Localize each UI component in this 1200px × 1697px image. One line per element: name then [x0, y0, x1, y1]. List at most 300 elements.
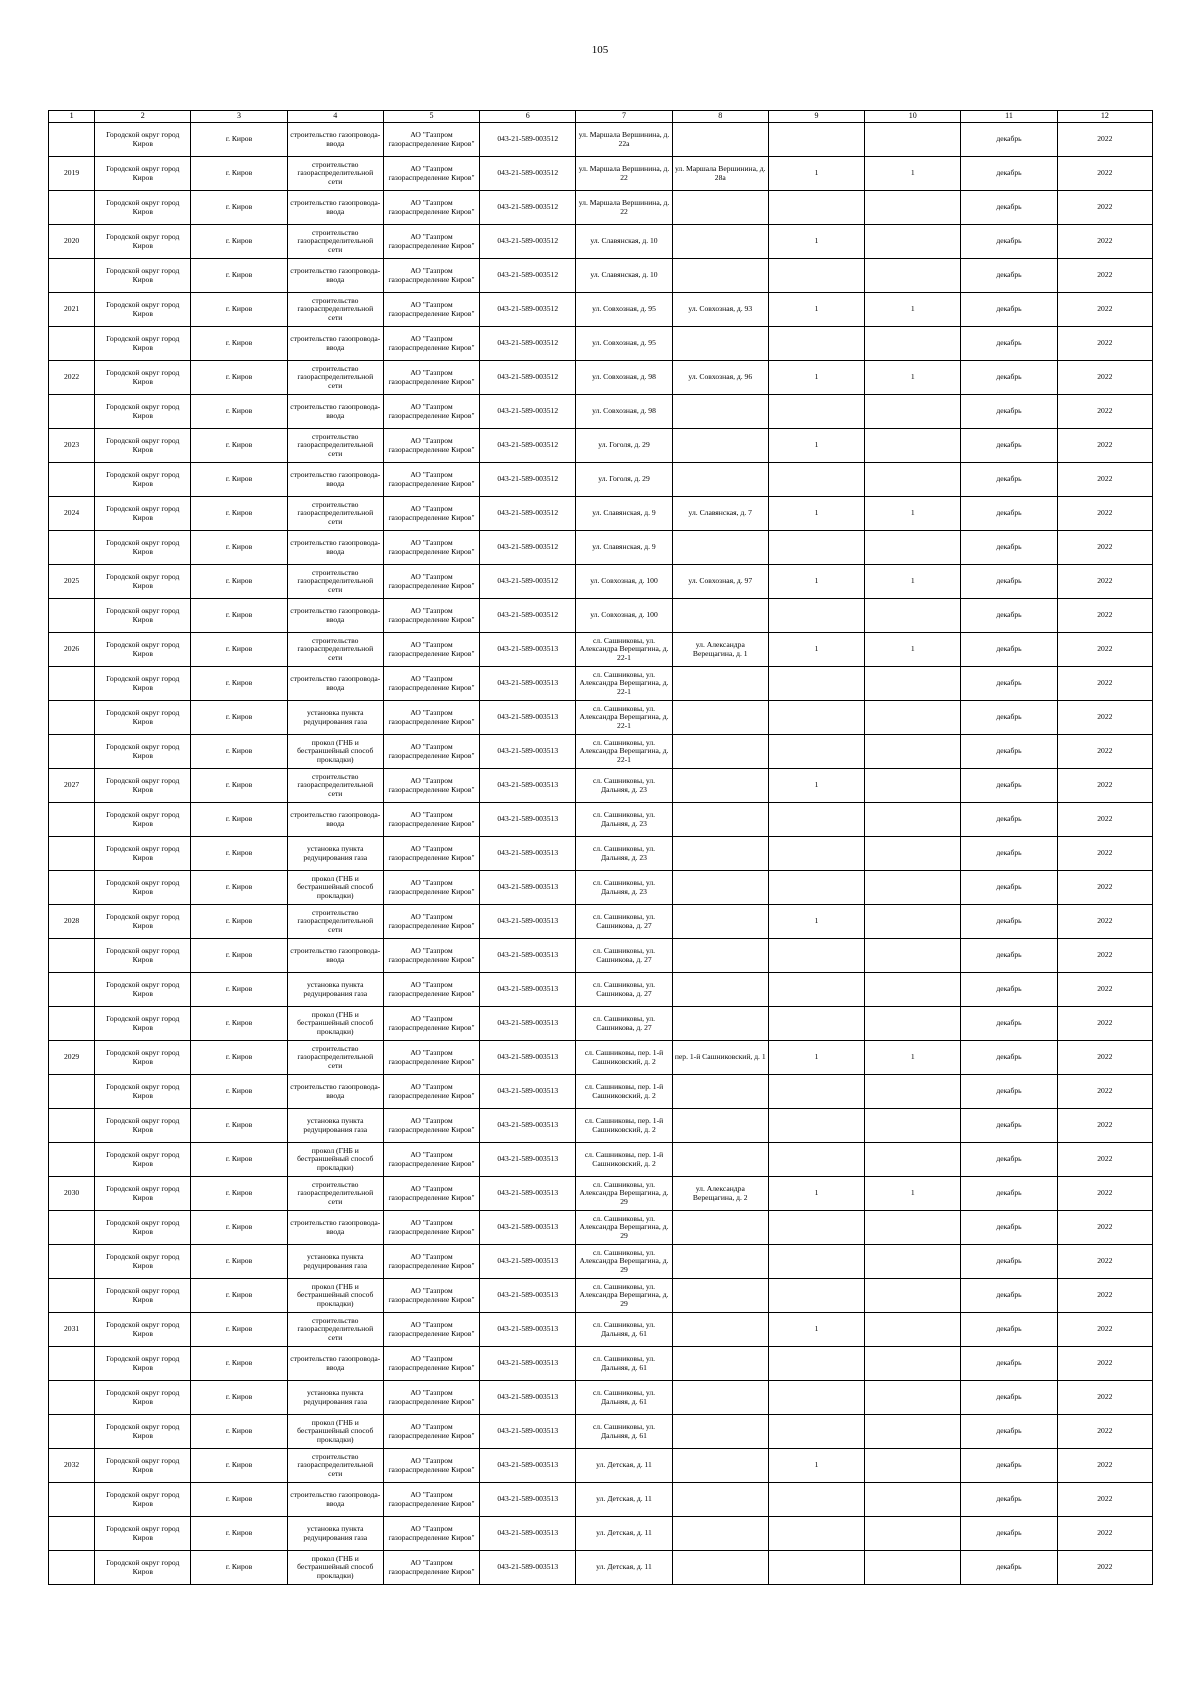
table-cell-col-7: ул. Детская, д. 11 — [576, 1483, 672, 1517]
table-cell-col-1: 2022 — [49, 361, 95, 395]
table-cell-col-7: сл. Сашниковы, ул. Дальняя, д. 61 — [576, 1347, 672, 1381]
table-cell-col-6: 043-21-589-003513 — [480, 667, 576, 701]
table-cell-col-6: 043-21-589-003512 — [480, 497, 576, 531]
table-cell-col-6: 043-21-589-003513 — [480, 871, 576, 905]
table-cell-col-1 — [49, 1381, 95, 1415]
table-cell-col-11: декабрь — [961, 1041, 1057, 1075]
table-cell-col-9 — [768, 531, 864, 565]
table-cell-col-11: декабрь — [961, 633, 1057, 667]
table-cell-col-8 — [672, 1245, 768, 1279]
table-cell-col-9 — [768, 1517, 864, 1551]
table-cell-col-9 — [768, 1483, 864, 1517]
table-cell-col-6: 043-21-589-003513 — [480, 905, 576, 939]
table-cell-col-6: 043-21-589-003513 — [480, 1211, 576, 1245]
table-cell-col-5: АО "Газпром газораспределение Киров" — [383, 327, 479, 361]
table-cell-col-3: г. Киров — [191, 667, 287, 701]
table-cell-col-9: 1 — [768, 361, 864, 395]
table-cell-col-3: г. Киров — [191, 157, 287, 191]
table-cell-col-2: Городской округ город Киров — [95, 1245, 191, 1279]
table-cell-col-6: 043-21-589-003512 — [480, 327, 576, 361]
table-cell-col-6: 043-21-589-003513 — [480, 1041, 576, 1075]
table-cell-col-1: 2030 — [49, 1177, 95, 1211]
table-cell-col-6: 043-21-589-003512 — [480, 599, 576, 633]
table-cell-col-11: декабрь — [961, 1177, 1057, 1211]
table-cell-col-12: 2022 — [1057, 633, 1152, 667]
table-cell-col-6: 043-21-589-003513 — [480, 1007, 576, 1041]
table-cell-col-12: 2022 — [1057, 531, 1152, 565]
table-cell-col-5: АО "Газпром газораспределение Киров" — [383, 633, 479, 667]
table-cell-col-11: декабрь — [961, 123, 1057, 157]
table-cell-col-4: строительство газораспределительной сети — [287, 565, 383, 599]
table-cell-col-8 — [672, 259, 768, 293]
table-cell-col-9: 1 — [768, 1177, 864, 1211]
table-cell-col-3: г. Киров — [191, 123, 287, 157]
table-cell-col-5: АО "Газпром газораспределение Киров" — [383, 701, 479, 735]
table-cell-col-10 — [865, 667, 961, 701]
table-cell-col-8 — [672, 973, 768, 1007]
table-row — [49, 973, 1153, 1007]
table-cell-col-2: Городской округ город Киров — [95, 1313, 191, 1347]
table-cell-col-4: строительство газопровода-ввода — [287, 599, 383, 633]
table-cell-col-2: Городской округ город Киров — [95, 803, 191, 837]
table-cell-col-10 — [865, 973, 961, 1007]
table-row — [49, 1483, 1153, 1517]
table-cell-col-5: АО "Газпром газораспределение Киров" — [383, 1415, 479, 1449]
table-cell-col-6: 043-21-589-003513 — [480, 1551, 576, 1585]
table-cell-col-10 — [865, 1313, 961, 1347]
table-cell-col-12: 2022 — [1057, 735, 1152, 769]
table-cell-col-9 — [768, 1347, 864, 1381]
table-cell-col-5: АО "Газпром газораспределение Киров" — [383, 225, 479, 259]
table-cell-col-4: установка пункта редуцирования газа — [287, 1381, 383, 1415]
table-cell-col-8: ул. Совхозная, д. 96 — [672, 361, 768, 395]
table-cell-col-5: АО "Газпром газораспределение Киров" — [383, 905, 479, 939]
table-row — [49, 1075, 1153, 1109]
table-cell-col-2: Городской округ город Киров — [95, 1551, 191, 1585]
table-cell-col-3: г. Киров — [191, 361, 287, 395]
table-cell-col-6: 043-21-589-003512 — [480, 293, 576, 327]
table-row — [49, 1177, 1153, 1211]
table-cell-col-5: АО "Газпром газораспределение Киров" — [383, 769, 479, 803]
table-cell-col-1: 2026 — [49, 633, 95, 667]
table-cell-col-9 — [768, 463, 864, 497]
table-cell-col-11: декабрь — [961, 1483, 1057, 1517]
table-cell-col-8 — [672, 769, 768, 803]
table-cell-col-8: ул. Славянская, д. 7 — [672, 497, 768, 531]
table-cell-col-8 — [672, 1551, 768, 1585]
table-cell-col-2: Городской округ город Киров — [95, 1517, 191, 1551]
table-cell-col-11: декабрь — [961, 905, 1057, 939]
table-cell-col-9: 1 — [768, 225, 864, 259]
table-cell-col-11: декабрь — [961, 769, 1057, 803]
table-cell-col-10: 1 — [865, 293, 961, 327]
table-cell-col-3: г. Киров — [191, 1279, 287, 1313]
table-cell-col-5: АО "Газпром газораспределение Киров" — [383, 1313, 479, 1347]
table-cell-col-11: декабрь — [961, 803, 1057, 837]
table-cell-col-2: Городской округ город Киров — [95, 1347, 191, 1381]
table-cell-col-10 — [865, 599, 961, 633]
table-cell-col-10: 1 — [865, 157, 961, 191]
table-row — [49, 769, 1153, 803]
table-cell-col-7: сл. Сашниковы, ул. Александра Верещагина, д. 22-1 — [576, 667, 672, 701]
table-cell-col-4: установка пункта редуцирования газа — [287, 1245, 383, 1279]
table-cell-col-5: АО "Газпром газораспределение Киров" — [383, 259, 479, 293]
table-cell-col-1: 2021 — [49, 293, 95, 327]
table-cell-col-12: 2022 — [1057, 1483, 1152, 1517]
table-cell-col-9 — [768, 735, 864, 769]
table-cell-col-7: ул. Совхозная, д. 100 — [576, 565, 672, 599]
table-cell-col-4: установка пункта редуцирования газа — [287, 1109, 383, 1143]
table-cell-col-5: АО "Газпром газораспределение Киров" — [383, 1381, 479, 1415]
table-cell-col-1 — [49, 701, 95, 735]
table-cell-col-6: 043-21-589-003512 — [480, 123, 576, 157]
table-cell-col-8 — [672, 1007, 768, 1041]
table-cell-col-1: 2031 — [49, 1313, 95, 1347]
table-cell-col-4: строительство газораспределительной сети — [287, 225, 383, 259]
table-cell-col-5: АО "Газпром газораспределение Киров" — [383, 803, 479, 837]
table-cell-col-5: АО "Газпром газораспределение Киров" — [383, 1245, 479, 1279]
table-cell-col-10 — [865, 225, 961, 259]
table-cell-col-2: Городской округ город Киров — [95, 259, 191, 293]
table-cell-col-5: АО "Газпром газораспределение Киров" — [383, 973, 479, 1007]
table-cell-col-2: Городской округ город Киров — [95, 395, 191, 429]
table-cell-col-5: АО "Газпром газораспределение Киров" — [383, 361, 479, 395]
table-cell-col-2: Городской округ город Киров — [95, 327, 191, 361]
table-cell-col-2: Городской округ город Киров — [95, 225, 191, 259]
table-row — [49, 633, 1153, 667]
table-row — [49, 667, 1153, 701]
table-cell-col-2: Городской округ город Киров — [95, 565, 191, 599]
table-cell-col-2: Городской округ город Киров — [95, 1109, 191, 1143]
table-cell-col-11: декабрь — [961, 1143, 1057, 1177]
table-cell-col-3: г. Киров — [191, 769, 287, 803]
table-cell-col-6: 043-21-589-003513 — [480, 633, 576, 667]
table-cell-col-7: ул. Совхозная, д. 98 — [576, 395, 672, 429]
table-cell-col-3: г. Киров — [191, 1483, 287, 1517]
table-cell-col-11: декабрь — [961, 565, 1057, 599]
table-cell-col-8: пер. 1-й Сашниковский, д. 1 — [672, 1041, 768, 1075]
table-row — [49, 157, 1153, 191]
table-row — [49, 1143, 1153, 1177]
table-cell-col-6: 043-21-589-003512 — [480, 531, 576, 565]
table-cell-col-3: г. Киров — [191, 701, 287, 735]
table-cell-col-9 — [768, 1381, 864, 1415]
table-cell-col-8 — [672, 1483, 768, 1517]
table-cell-col-11: декабрь — [961, 1279, 1057, 1313]
table-cell-col-3: г. Киров — [191, 531, 287, 565]
table-cell-col-8 — [672, 1075, 768, 1109]
table-cell-col-7: сл. Сашниковы, ул. Сашникова, д. 27 — [576, 1007, 672, 1041]
table-cell-col-6: 043-21-589-003513 — [480, 1381, 576, 1415]
table-row — [49, 1381, 1153, 1415]
table-cell-col-5: АО "Газпром газораспределение Киров" — [383, 395, 479, 429]
table-cell-col-3: г. Киров — [191, 191, 287, 225]
table-cell-col-1 — [49, 191, 95, 225]
table-cell-col-4: прокол (ГНБ и бестраншейный способ прокладки) — [287, 1551, 383, 1585]
table-cell-col-11: декабрь — [961, 599, 1057, 633]
table-cell-col-3: г. Киров — [191, 905, 287, 939]
table-cell-col-5: АО "Газпром газораспределение Киров" — [383, 1551, 479, 1585]
table-cell-col-9 — [768, 191, 864, 225]
table-cell-col-8: ул. Маршала Вершинина, д. 28а — [672, 157, 768, 191]
table-cell-col-4: строительство газопровода-ввода — [287, 395, 383, 429]
table-cell-col-9 — [768, 259, 864, 293]
table-cell-col-9 — [768, 1109, 864, 1143]
table-cell-col-2: Городской округ город Киров — [95, 735, 191, 769]
table-cell-col-2: Городской округ город Киров — [95, 667, 191, 701]
table-cell-col-10 — [865, 1415, 961, 1449]
table-cell-col-1 — [49, 1007, 95, 1041]
table-cell-col-5: АО "Газпром газораспределение Киров" — [383, 1517, 479, 1551]
table-cell-col-6: 043-21-589-003513 — [480, 837, 576, 871]
table-cell-col-9 — [768, 395, 864, 429]
table-cell-col-7: сл. Сашниковы, ул. Дальняя, д. 61 — [576, 1415, 672, 1449]
table-cell-col-2: Городской округ город Киров — [95, 1381, 191, 1415]
table-cell-col-1 — [49, 1279, 95, 1313]
table-cell-col-8: ул. Совхозная, д. 93 — [672, 293, 768, 327]
page-number: 105 — [591, 44, 609, 56]
table-cell-col-9 — [768, 327, 864, 361]
table-row — [49, 837, 1153, 871]
table-cell-col-11: декабрь — [961, 531, 1057, 565]
table-cell-col-10 — [865, 837, 961, 871]
table-cell-col-11: декабрь — [961, 429, 1057, 463]
table-cell-col-1 — [49, 531, 95, 565]
table-row — [49, 123, 1153, 157]
column-header-4: 4 — [287, 111, 383, 123]
table-cell-col-5: АО "Газпром газораспределение Киров" — [383, 157, 479, 191]
column-header-8: 8 — [672, 111, 768, 123]
table-cell-col-4: строительство газопровода-ввода — [287, 803, 383, 837]
table-cell-col-7: ул. Детская, д. 11 — [576, 1517, 672, 1551]
table-cell-col-1: 2020 — [49, 225, 95, 259]
table-cell-col-1 — [49, 1211, 95, 1245]
table-cell-col-5: АО "Газпром газораспределение Киров" — [383, 1109, 479, 1143]
table-cell-col-1 — [49, 1143, 95, 1177]
table-cell-col-9 — [768, 1279, 864, 1313]
table-cell-col-1 — [49, 939, 95, 973]
table-cell-col-8 — [672, 1381, 768, 1415]
table-cell-col-5: АО "Газпром газораспределение Киров" — [383, 735, 479, 769]
column-header-7: 7 — [576, 111, 672, 123]
table-cell-col-5: АО "Газпром газораспределение Киров" — [383, 497, 479, 531]
table-cell-col-11: декабрь — [961, 939, 1057, 973]
column-header-9: 9 — [768, 111, 864, 123]
table-cell-col-5: АО "Газпром газораспределение Киров" — [383, 1279, 479, 1313]
table-cell-col-3: г. Киров — [191, 1007, 287, 1041]
table-cell-col-4: прокол (ГНБ и бестраншейный способ прокладки) — [287, 735, 383, 769]
table-cell-col-4: строительство газопровода-ввода — [287, 123, 383, 157]
table-cell-col-1 — [49, 599, 95, 633]
table-row — [49, 1109, 1153, 1143]
table-cell-col-3: г. Киров — [191, 1143, 287, 1177]
table-cell-col-2: Городской округ город Киров — [95, 973, 191, 1007]
table-cell-col-3: г. Киров — [191, 327, 287, 361]
table-cell-col-12: 2022 — [1057, 1517, 1152, 1551]
table-cell-col-2: Городской округ город Киров — [95, 361, 191, 395]
table-cell-col-9 — [768, 701, 864, 735]
table-row — [49, 395, 1153, 429]
table-cell-col-11: декабрь — [961, 667, 1057, 701]
table-cell-col-3: г. Киров — [191, 1347, 287, 1381]
table-cell-col-1 — [49, 463, 95, 497]
table-cell-col-2: Городской округ город Киров — [95, 769, 191, 803]
table-cell-col-2: Городской округ город Киров — [95, 1279, 191, 1313]
table-cell-col-7: ул. Совхозная, д. 95 — [576, 293, 672, 327]
table-cell-col-7: ул. Совхозная, д. 98 — [576, 361, 672, 395]
table-cell-col-6: 043-21-589-003513 — [480, 735, 576, 769]
table-cell-col-5: АО "Газпром газораспределение Киров" — [383, 1007, 479, 1041]
table-row — [49, 1347, 1153, 1381]
table-cell-col-10 — [865, 1551, 961, 1585]
table-cell-col-4: прокол (ГНБ и бестраншейный способ прокладки) — [287, 1279, 383, 1313]
table-cell-col-5: АО "Газпром газораспределение Киров" — [383, 531, 479, 565]
table-cell-col-8 — [672, 1109, 768, 1143]
table-cell-col-11: декабрь — [961, 157, 1057, 191]
table-cell-col-4: строительство газопровода-ввода — [287, 1211, 383, 1245]
table-body — [49, 123, 1153, 1585]
table-cell-col-10 — [865, 123, 961, 157]
table-cell-col-4: строительство газораспределительной сети — [287, 429, 383, 463]
table-cell-col-12: 2022 — [1057, 973, 1152, 1007]
table-cell-col-8 — [672, 871, 768, 905]
table-cell-col-12: 2022 — [1057, 871, 1152, 905]
table-cell-col-1 — [49, 803, 95, 837]
table-cell-col-2: Городской округ город Киров — [95, 1041, 191, 1075]
column-header-3: 3 — [191, 111, 287, 123]
table-row — [49, 1313, 1153, 1347]
table-cell-col-12: 2022 — [1057, 939, 1152, 973]
table-cell-col-10 — [865, 1075, 961, 1109]
table-cell-col-4: прокол (ГНБ и бестраншейный способ прокладки) — [287, 1007, 383, 1041]
table-cell-col-10 — [865, 769, 961, 803]
table-cell-col-1 — [49, 667, 95, 701]
table-cell-col-2: Городской округ город Киров — [95, 497, 191, 531]
table-cell-col-10: 1 — [865, 497, 961, 531]
table-cell-col-1: 2023 — [49, 429, 95, 463]
table-cell-col-4: строительство газопровода-ввода — [287, 531, 383, 565]
table-cell-col-12: 2022 — [1057, 599, 1152, 633]
table-cell-col-6: 043-21-589-003512 — [480, 565, 576, 599]
table-cell-col-10 — [865, 701, 961, 735]
table-cell-col-3: г. Киров — [191, 973, 287, 1007]
table-cell-col-1 — [49, 259, 95, 293]
table-cell-col-1 — [49, 123, 95, 157]
table-row — [49, 1211, 1153, 1245]
table-cell-col-3: г. Киров — [191, 803, 287, 837]
table-cell-col-6: 043-21-589-003513 — [480, 1143, 576, 1177]
table-cell-col-6: 043-21-589-003513 — [480, 1347, 576, 1381]
table-cell-col-1: 2032 — [49, 1449, 95, 1483]
table-cell-col-3: г. Киров — [191, 1041, 287, 1075]
table-cell-col-7: сл. Сашниковы, ул. Сашникова, д. 27 — [576, 905, 672, 939]
table-cell-col-5: АО "Газпром газораспределение Киров" — [383, 837, 479, 871]
table-cell-col-2: Городской округ город Киров — [95, 123, 191, 157]
table-cell-col-9: 1 — [768, 157, 864, 191]
table-row — [49, 429, 1153, 463]
table-cell-col-4: строительство газораспределительной сети — [287, 905, 383, 939]
table-cell-col-9: 1 — [768, 1313, 864, 1347]
table-row — [49, 225, 1153, 259]
table-cell-col-10 — [865, 939, 961, 973]
table-cell-col-8 — [672, 1347, 768, 1381]
table-cell-col-9 — [768, 1551, 864, 1585]
table-cell-col-5: АО "Газпром газораспределение Киров" — [383, 1041, 479, 1075]
table-cell-col-8 — [672, 225, 768, 259]
table-cell-col-1: 2029 — [49, 1041, 95, 1075]
table-cell-col-7: ул. Гоголя, д. 29 — [576, 463, 672, 497]
table-cell-col-2: Городской округ город Киров — [95, 1449, 191, 1483]
table-cell-col-7: сл. Сашниковы, ул. Сашникова, д. 27 — [576, 973, 672, 1007]
table-cell-col-12: 2022 — [1057, 701, 1152, 735]
table-cell-col-7: ул. Совхозная, д. 100 — [576, 599, 672, 633]
table-cell-col-4: строительство газопровода-ввода — [287, 191, 383, 225]
table-cell-col-8 — [672, 1517, 768, 1551]
table-cell-col-7: сл. Сашниковы, ул. Александра Верещагина, д. 22-1 — [576, 701, 672, 735]
table-cell-col-10 — [865, 1007, 961, 1041]
table-cell-col-8 — [672, 1415, 768, 1449]
table-cell-col-4: установка пункта редуцирования газа — [287, 701, 383, 735]
table-cell-col-4: строительство газораспределительной сети — [287, 1177, 383, 1211]
table-cell-col-1 — [49, 1483, 95, 1517]
table-cell-col-11: декабрь — [961, 225, 1057, 259]
table-cell-col-10 — [865, 395, 961, 429]
table-cell-col-11: декабрь — [961, 259, 1057, 293]
table-row — [49, 701, 1153, 735]
table-cell-col-12: 2022 — [1057, 1109, 1152, 1143]
table-row — [49, 497, 1153, 531]
table-cell-col-11: декабрь — [961, 1449, 1057, 1483]
table-cell-col-12: 2022 — [1057, 429, 1152, 463]
table-cell-col-11: декабрь — [961, 1109, 1057, 1143]
table-cell-col-7: ул. Маршала Вершинина, д. 22а — [576, 123, 672, 157]
table-cell-col-10 — [865, 327, 961, 361]
table-cell-col-10 — [865, 871, 961, 905]
table-cell-col-12: 2022 — [1057, 395, 1152, 429]
table-cell-col-1: 2024 — [49, 497, 95, 531]
table-cell-col-5: АО "Газпром газораспределение Киров" — [383, 429, 479, 463]
table-cell-col-2: Городской округ город Киров — [95, 191, 191, 225]
table-cell-col-1: 2028 — [49, 905, 95, 939]
table-cell-col-2: Городской округ город Киров — [95, 531, 191, 565]
table-cell-col-2: Городской округ город Киров — [95, 1177, 191, 1211]
table-cell-col-9 — [768, 599, 864, 633]
table-cell-col-10 — [865, 531, 961, 565]
table-cell-col-12: 2022 — [1057, 497, 1152, 531]
table-cell-col-12: 2022 — [1057, 803, 1152, 837]
table-cell-col-6: 043-21-589-003513 — [480, 1313, 576, 1347]
table-row — [49, 1551, 1153, 1585]
table-cell-col-10 — [865, 1109, 961, 1143]
table-cell-col-11: декабрь — [961, 361, 1057, 395]
table-cell-col-12: 2022 — [1057, 769, 1152, 803]
table-cell-col-2: Городской округ город Киров — [95, 1211, 191, 1245]
table-cell-col-9: 1 — [768, 769, 864, 803]
table-cell-col-1 — [49, 735, 95, 769]
table-cell-col-6: 043-21-589-003512 — [480, 259, 576, 293]
table-cell-col-8 — [672, 735, 768, 769]
table-cell-col-12: 2022 — [1057, 123, 1152, 157]
table-row — [49, 735, 1153, 769]
table-cell-col-4: строительство газораспределительной сети — [287, 157, 383, 191]
table-cell-col-12: 2022 — [1057, 1313, 1152, 1347]
table-cell-col-7: сл. Сашниковы, ул. Дальняя, д. 23 — [576, 769, 672, 803]
table-cell-col-11: декабрь — [961, 1517, 1057, 1551]
table-cell-col-4: строительство газораспределительной сети — [287, 1041, 383, 1075]
column-header-12: 12 — [1057, 111, 1152, 123]
table-cell-col-6: 043-21-589-003513 — [480, 1415, 576, 1449]
table-cell-col-7: ул. Славянская, д. 10 — [576, 225, 672, 259]
